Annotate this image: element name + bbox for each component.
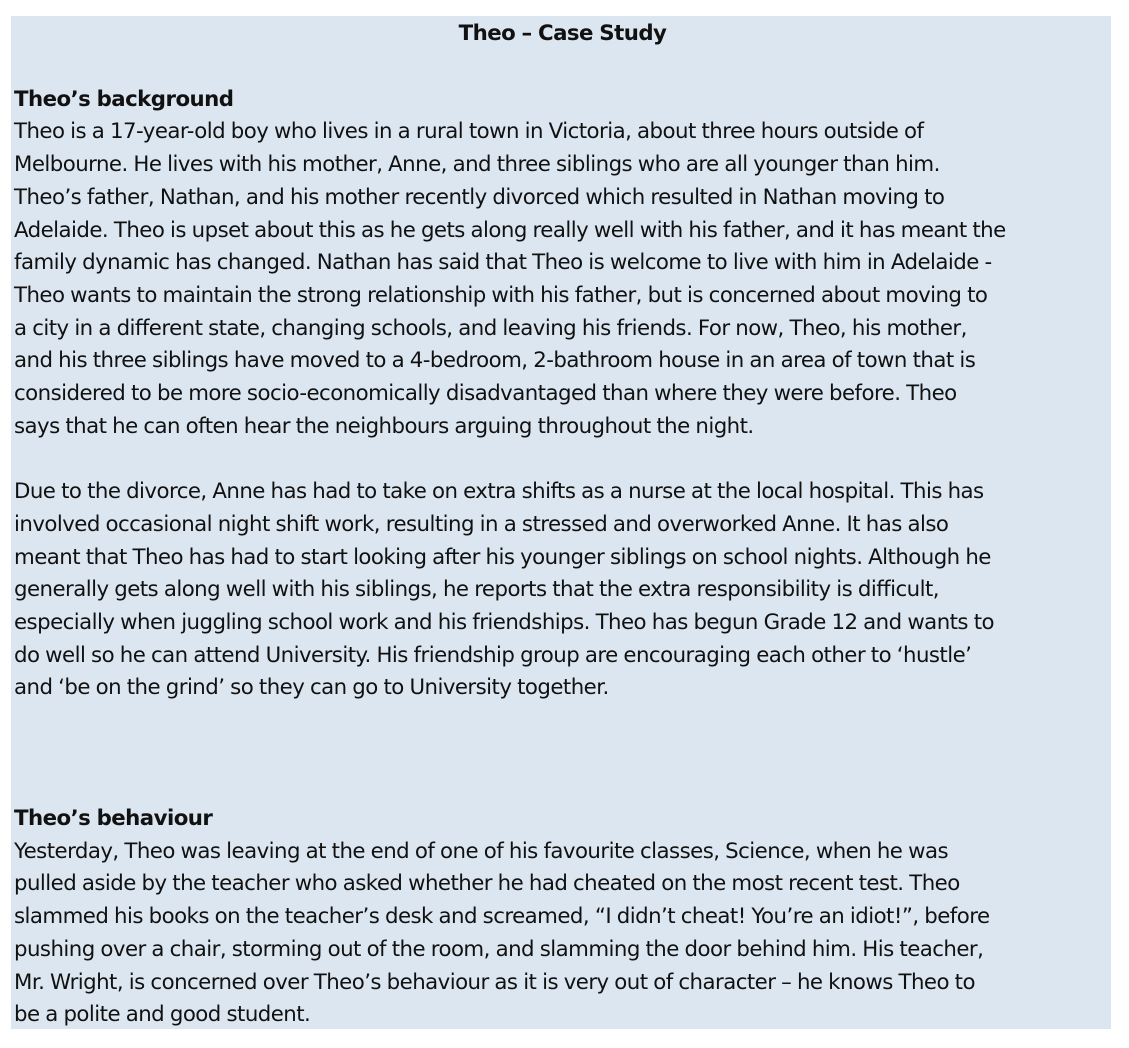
text-line: a city in a different state, changing schools, and leaving his friends. For now, Theo, his mother, xyxy=(14,315,967,341)
text-line: Adelaide. Theo is upset about this as he gets along really well with his father, and it has meant the xyxy=(14,217,1006,243)
text-line: Theo wants to maintain the strong relationship with his father, but is concerned about moving to xyxy=(14,282,988,308)
text-line: and ‘be on the grind’ so they can go to University together. xyxy=(14,675,609,701)
text-line: family dynamic has changed. Nathan has said that Theo is welcome to live with him in Adelaide - xyxy=(14,250,992,276)
text-line: says that he can often hear the neighbours arguing throughout the night. xyxy=(14,413,754,439)
spacer xyxy=(14,705,1111,803)
text-line: pushing over a chair, storming out of the room, and slamming the door behind him. His teacher, xyxy=(14,936,984,962)
text-line: Mr. Wright, is concerned over Theo’s behaviour as it is very out of character – he knows Theo to xyxy=(14,969,975,995)
spacer xyxy=(14,51,1111,84)
text-line: considered to be more socio-economically disadvantaged than where they were before. Theo xyxy=(14,381,957,407)
section-heading-background: Theo’s background xyxy=(14,86,234,112)
text-line: Yesterday, Theo was leaving at the end of one of his favourite classes, Science, when he was xyxy=(14,838,948,864)
text-line: Theo’s father, Nathan, and his mother recently divorced which resulted in Nathan moving to xyxy=(14,184,945,210)
text-line: generally gets along well with his siblings, he reports that the extra responsibility is difficult, xyxy=(14,577,939,603)
text-line: slammed his books on the teacher’s desk and screamed, “I didn’t cheat! You’re an idiot!”, before xyxy=(14,904,990,930)
section-heading-behaviour: Theo’s behaviour xyxy=(14,806,213,832)
text-line: pulled aside by the teacher who asked whether he had cheated on the most recent test. Theo xyxy=(14,871,960,897)
text-line: Theo is a 17-year-old boy who lives in a rural town in Victoria, about three hours outside of xyxy=(14,119,924,145)
text-line: be a polite and good student. xyxy=(14,1002,311,1028)
text-line: do well so he can attend University. His friendship group are encouraging each other to ‘hustle’ xyxy=(14,642,972,668)
background-paragraph-1 xyxy=(14,116,1111,443)
text-line: especially when juggling school work and his friendships. Theo has begun Grade 12 and wants to xyxy=(14,609,994,635)
text-line: Melbourne. He lives with his mother, Anne, and three siblings who are all younger than him. xyxy=(14,152,940,178)
case-study-box xyxy=(11,16,1111,1029)
spacer xyxy=(14,443,1111,476)
background-paragraph-2 xyxy=(14,476,1111,705)
text-line: and his three siblings have moved to a 4-bedroom, 2-bathroom house in an area of town that is xyxy=(14,348,976,374)
text-line: involved occasional night shift work, resulting in a stressed and overworked Anne. It has also xyxy=(14,511,949,537)
text-line: Due to the divorce, Anne has had to take on extra shifts as a nurse at the local hospital. This has xyxy=(14,479,984,505)
text-line: meant that Theo has had to start looking after his younger siblings on school nights. Although he xyxy=(14,544,991,570)
document-title: Theo – Case Study xyxy=(458,21,667,46)
behaviour-paragraph xyxy=(14,836,1111,1032)
